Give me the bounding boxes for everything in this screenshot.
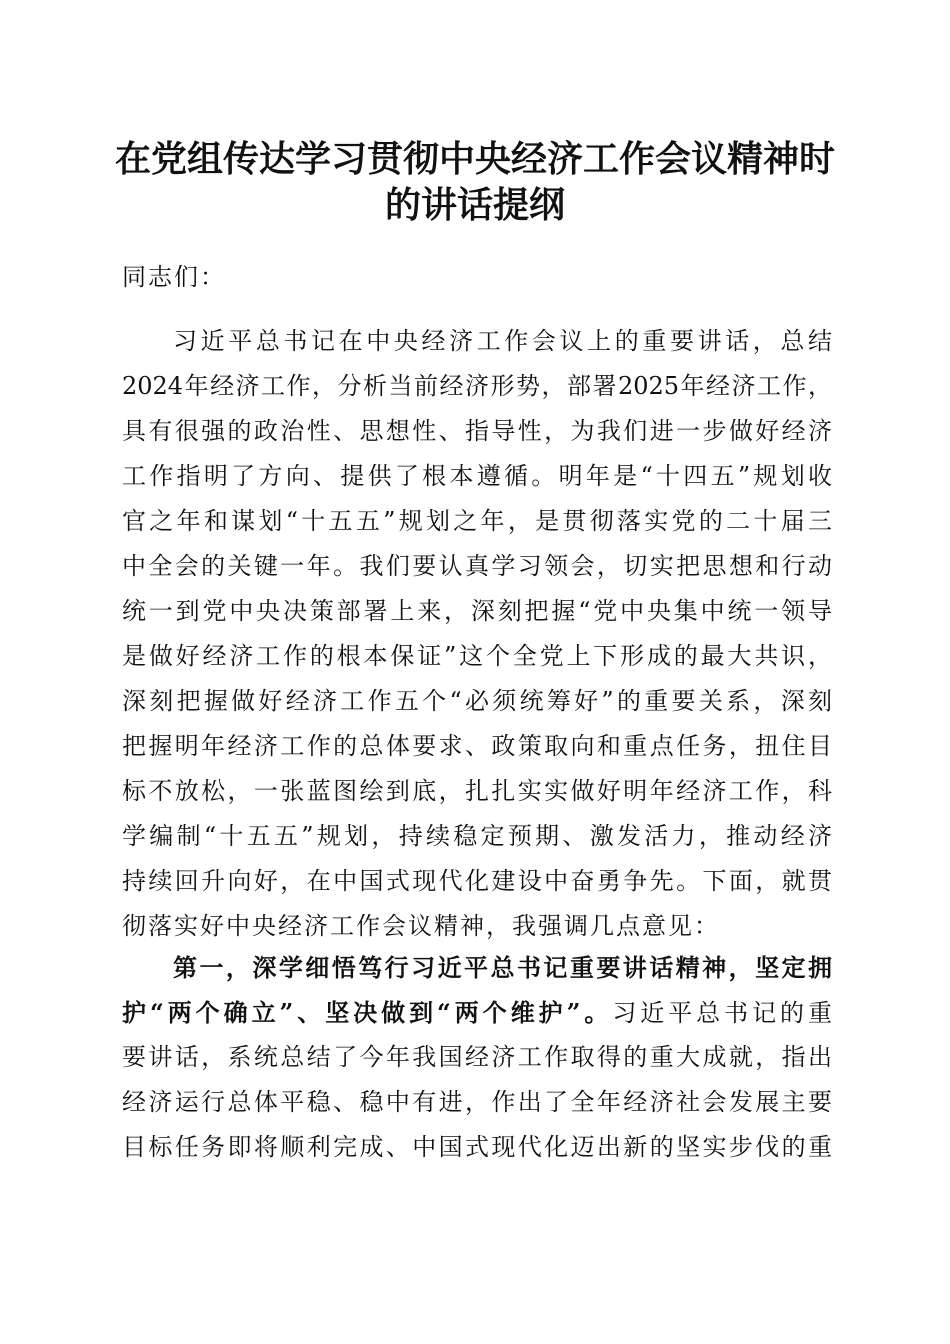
document-title-line-2: 的讲话提纲 <box>384 184 565 226</box>
paragraph-line: 把握明年经济工作的总体要求、政策取向和重点任务，扭住目 <box>122 732 832 760</box>
paragraph-line: 2024年经济工作，分析当前经济形势，部署2025年经济工作， <box>122 372 832 400</box>
salutation: 同志们： <box>122 263 226 291</box>
paragraph-line: 工作指明了方向、提供了根本遵循。明年是“十四五”规划收 <box>122 462 832 490</box>
paragraph-line: 学编制“十五五”规划，持续稳定预期、激发活力，推动经济 <box>122 822 832 850</box>
paragraph-1 <box>122 319 832 949</box>
paragraph-line: 具有很强的政治性、思想性、指导性，为我们进一步做好经济 <box>122 417 832 445</box>
paragraph-line: 官之年和谋划“十五五”规划之年，是贯彻落实党的二十届三 <box>122 507 832 535</box>
paragraph-line: 标不放松，一张蓝图绘到底，扎扎实实做好明年经济工作，科 <box>122 777 832 805</box>
paragraph-line: 目标任务即将顺利完成、中国式现代化迈出新的坚实步伐的重 <box>122 1133 832 1161</box>
paragraph-line: 习近平总书记在中央经济工作会议上的重要讲话，总结 <box>173 327 832 355</box>
paragraph-line: 深刻把握做好经济工作五个“必须统筹好”的重要关系，深刻 <box>122 687 832 715</box>
paragraph-2 <box>122 945 832 1170</box>
paragraph-line-rest: 习近平总书记的重 <box>612 999 832 1027</box>
paragraph-line: 中全会的关键一年。我们要认真学习领会，切实把思想和行动 <box>122 552 832 580</box>
paragraph-line: 统一到党中央决策部署上来，深刻把握“党中央集中统一领导 <box>122 597 832 625</box>
paragraph-line-mixed <box>122 990 832 1035</box>
paragraph-line: 要讲话，系统总结了今年我国经济工作取得的重大成就，指出 <box>122 1043 832 1071</box>
section-heading-line: 第一，深学细悟笃行习近平总书记重要讲话精神，坚定拥 <box>173 953 832 982</box>
paragraph-line: 持续回升向好，在中国式现代化建设中奋勇争先。下面，就贯 <box>122 867 832 895</box>
paragraph-line: 是做好经济工作的根本保证”这个全党上下形成的最大共识， <box>122 642 832 670</box>
paragraph-line: 经济运行总体平稳、稳中有进，作出了全年经济社会发展主要 <box>122 1088 832 1116</box>
document-title-line-1: 在党组传达学习贯彻中央经济工作会议精神时 <box>114 138 835 180</box>
paragraph-line: 彻落实好中央经济工作会议精神，我强调几点意见： <box>122 912 720 940</box>
section-heading-tail: 护“两个确立”、坚决做到“两个维护”。 <box>122 998 613 1027</box>
